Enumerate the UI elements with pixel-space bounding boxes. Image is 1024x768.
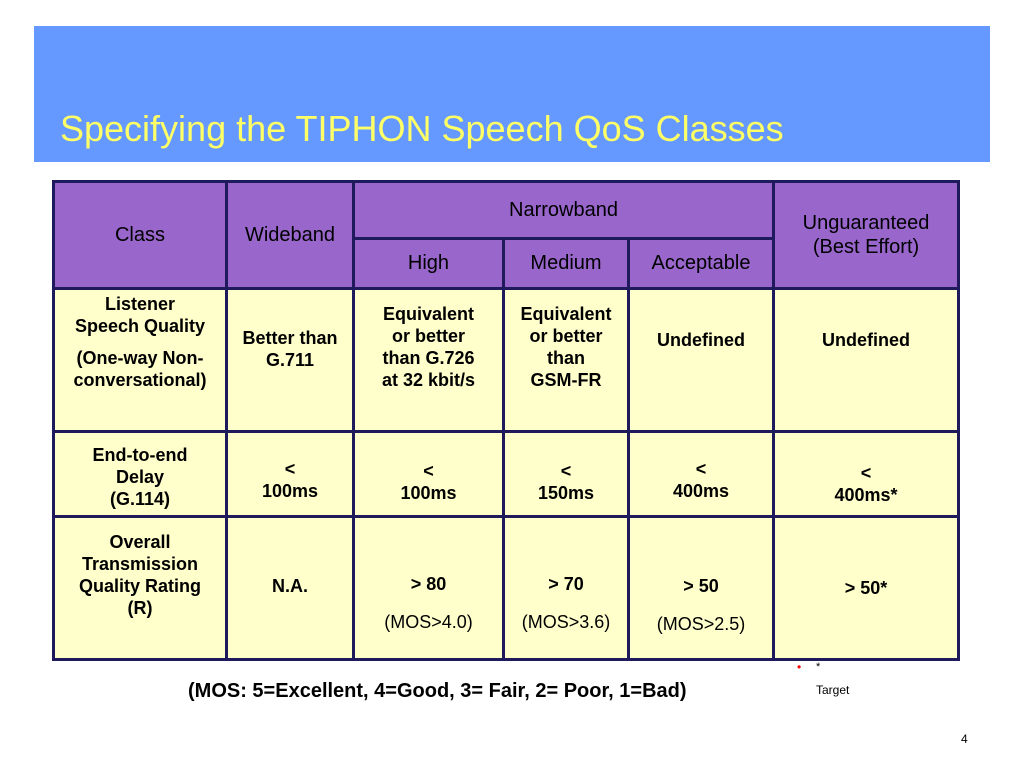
cell-line: < <box>560 461 572 481</box>
cell-line: < <box>284 459 296 479</box>
header-unguaranteed-line2: (Best Effort) <box>812 236 920 258</box>
delay-acceptable <box>629 432 774 517</box>
cell-line: > 50 <box>683 576 719 596</box>
row-label-line: (One-way Non- <box>76 347 204 368</box>
cell-line: than G.726 <box>382 347 475 368</box>
footnote-star: * <box>816 661 821 673</box>
row-label-line: (G.114) <box>109 488 171 509</box>
cell-line: (MOS>3.6) <box>521 611 611 632</box>
slide-title: Specifying the TIPHON Speech QoS Classes <box>60 108 784 149</box>
rating-wideband: N.A. <box>227 517 354 660</box>
cell-line: (MOS>4.0) <box>384 611 473 632</box>
header-unguaranteed-line1: Unguaranteed <box>802 211 930 234</box>
row-label-line: Transmission <box>81 553 199 574</box>
row-label-line: End-to-end <box>92 445 188 465</box>
cell-line: G.711 <box>265 349 315 370</box>
delay-unguaranteed <box>774 432 959 517</box>
row-label-line: Quality Rating <box>78 575 201 596</box>
row-label-line: Delay <box>115 466 165 487</box>
cell-line: or better <box>529 325 603 346</box>
row-label-line: (R) <box>127 597 153 618</box>
delay-medium <box>504 432 629 517</box>
title-bar <box>34 26 990 162</box>
table-row-rating <box>54 517 959 660</box>
qos-classes-table <box>52 180 960 661</box>
cell-line: < <box>695 459 707 479</box>
header-class: Class <box>54 182 227 289</box>
header-wideband: Wideband <box>227 182 354 289</box>
row-label-listener <box>54 289 227 432</box>
listener-acceptable: Undefined <box>629 289 774 432</box>
cell-line: GSM-FR <box>530 369 602 390</box>
cell-line: (MOS>2.5) <box>656 613 746 634</box>
row-label-line: Overall <box>109 532 171 552</box>
row-label-rating <box>54 517 227 660</box>
cell-line: than <box>547 347 585 368</box>
cell-line: < <box>423 461 434 481</box>
header-medium: Medium <box>504 239 629 289</box>
cell-line: or better <box>391 325 465 346</box>
row-label-line: Listener <box>104 294 176 314</box>
header-narrowband: Narrowband <box>354 182 774 239</box>
cell-line: 100ms <box>261 480 319 501</box>
row-label-delay <box>54 432 227 517</box>
rating-unguaranteed: > 50* <box>774 517 959 660</box>
cell-line: 400ms <box>672 480 730 501</box>
footnote-target: Target <box>816 683 850 697</box>
table-row-listener <box>54 289 959 432</box>
cell-line: > 80 <box>410 574 447 594</box>
cell-line: Better than <box>242 328 338 348</box>
header-unguaranteed <box>774 182 959 289</box>
listener-wideband <box>227 289 354 432</box>
header-acceptable: Acceptable <box>629 239 774 289</box>
row-label-line: Speech Quality <box>74 315 206 336</box>
bullet-icon: • <box>797 660 802 674</box>
cell-line: 400ms* <box>834 484 898 505</box>
cell-line: at 32 kbit/s <box>381 369 476 390</box>
rating-high <box>354 517 504 660</box>
mos-scale-note: (MOS: 5=Excellent, 4=Good, 3= Fair, 2= Poor, 1=Bad) <box>188 680 687 702</box>
cell-line: 100ms <box>400 482 457 503</box>
rating-medium <box>504 517 629 660</box>
delay-high <box>354 432 504 517</box>
delay-wideband <box>227 432 354 517</box>
cell-line: Equivalent <box>520 304 612 324</box>
cell-line: 150ms <box>537 482 595 503</box>
cell-line: < <box>860 463 872 483</box>
rating-acceptable <box>629 517 774 660</box>
page-number: 4 <box>961 732 968 746</box>
listener-medium <box>504 289 629 432</box>
cell-line: Equivalent <box>382 304 475 324</box>
header-high: High <box>354 239 504 289</box>
table-row-delay <box>54 432 959 517</box>
cell-line: > 70 <box>548 574 584 594</box>
listener-unguaranteed: Undefined <box>774 289 959 432</box>
row-label-line: conversational) <box>73 369 207 390</box>
listener-high <box>354 289 504 432</box>
